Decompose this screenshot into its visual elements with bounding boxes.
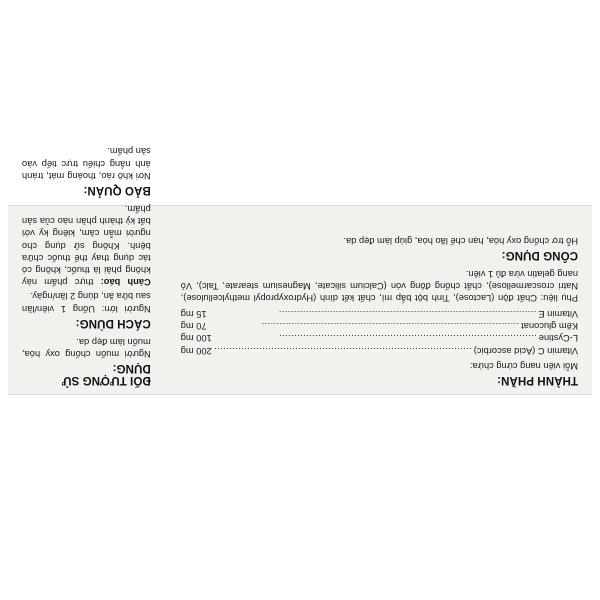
ingredient-name: L-Cystine <box>538 333 578 344</box>
ingredient-name: Vitamin E <box>538 308 578 319</box>
leader-dots: ...................................................................................... <box>278 333 537 344</box>
usage-warning <box>22 203 151 288</box>
product-label-panel <box>8 146 592 395</box>
usage-section <box>22 203 151 329</box>
target-users-section <box>22 336 151 386</box>
ingredient-row <box>181 332 578 344</box>
ingredient-name: Vitamin C (Acid ascorbic) <box>473 345 578 356</box>
ingredient-row <box>181 307 578 319</box>
uses-section <box>181 234 578 260</box>
storage-text: Nơi khô ráo, thoáng mát, tránh ánh nắng chiếu trực tiếp vào sản phẩm. <box>22 146 151 181</box>
ingredient-row <box>181 344 578 356</box>
usage-heading: CÁCH DÙNG: <box>75 316 151 329</box>
usage-text: Người lớn: Uống 1 viên/lần sau bữa ăn, dùng 2 lần/ngày. <box>22 291 151 314</box>
ingredient-amount: 100 mg <box>180 333 212 344</box>
ingredients-heading: THÀNH PHẦN: <box>497 374 578 386</box>
storage-section <box>22 145 151 196</box>
leader-dots: ...................................................................................... <box>213 345 472 356</box>
excipients-text: Phụ liệu: Chất độn (Lactose), Tinh bột bắp mì, chất kết dính (Hydroxypropyl methylcellulose), Natri croscarmellose), chất chống đông vón (Calcium silicate, Magnesium stearate, Talc), Vỏ nang gelatin vừa đủ 1 viên. <box>180 268 578 304</box>
ingredients-intro: Mỗi viên nang cứng chứa: <box>469 361 578 371</box>
storage-heading: BẢO QUẢN: <box>83 183 151 196</box>
uses-text: Hỗ trợ chống oxy hóa, hạn chế lão hóa, giúp làm đẹp da. <box>343 235 578 246</box>
ingredient-amount: 70 mg <box>180 320 207 331</box>
target-users-text: Người muốn chống oxy hóa, muốn làm đẹp da. <box>22 336 151 359</box>
leader-dots: ...................................................................................... <box>261 320 520 331</box>
ingredient-name: Kẽm gluconat <box>521 320 578 331</box>
usage-warning-label: Cảnh báo: <box>100 277 151 288</box>
usage-warning-text: thực phẩm này không phải là thuốc, không có tác dụng thay thế thuốc chữa bệnh. Không sử dụng cho người mẫn cảm, kiêng kỵ với bất kỳ thành phần nào của sản phẩm. <box>22 203 151 288</box>
label-column-ingredients <box>175 214 578 386</box>
ingredients-list <box>181 307 578 357</box>
leader-dots: ...................................................................................... <box>278 308 537 319</box>
ingredient-amount: 15 mg <box>180 308 207 319</box>
ingredients-section <box>181 268 578 386</box>
label-column-usage <box>22 146 157 386</box>
target-users-heading: ĐỐI TƯỢNG SỬ DỤNG: <box>61 362 151 386</box>
uses-heading: CÔNG DỤNG: <box>501 248 578 261</box>
ingredient-amount: 200 mg <box>180 345 212 356</box>
ingredient-row <box>181 320 578 332</box>
